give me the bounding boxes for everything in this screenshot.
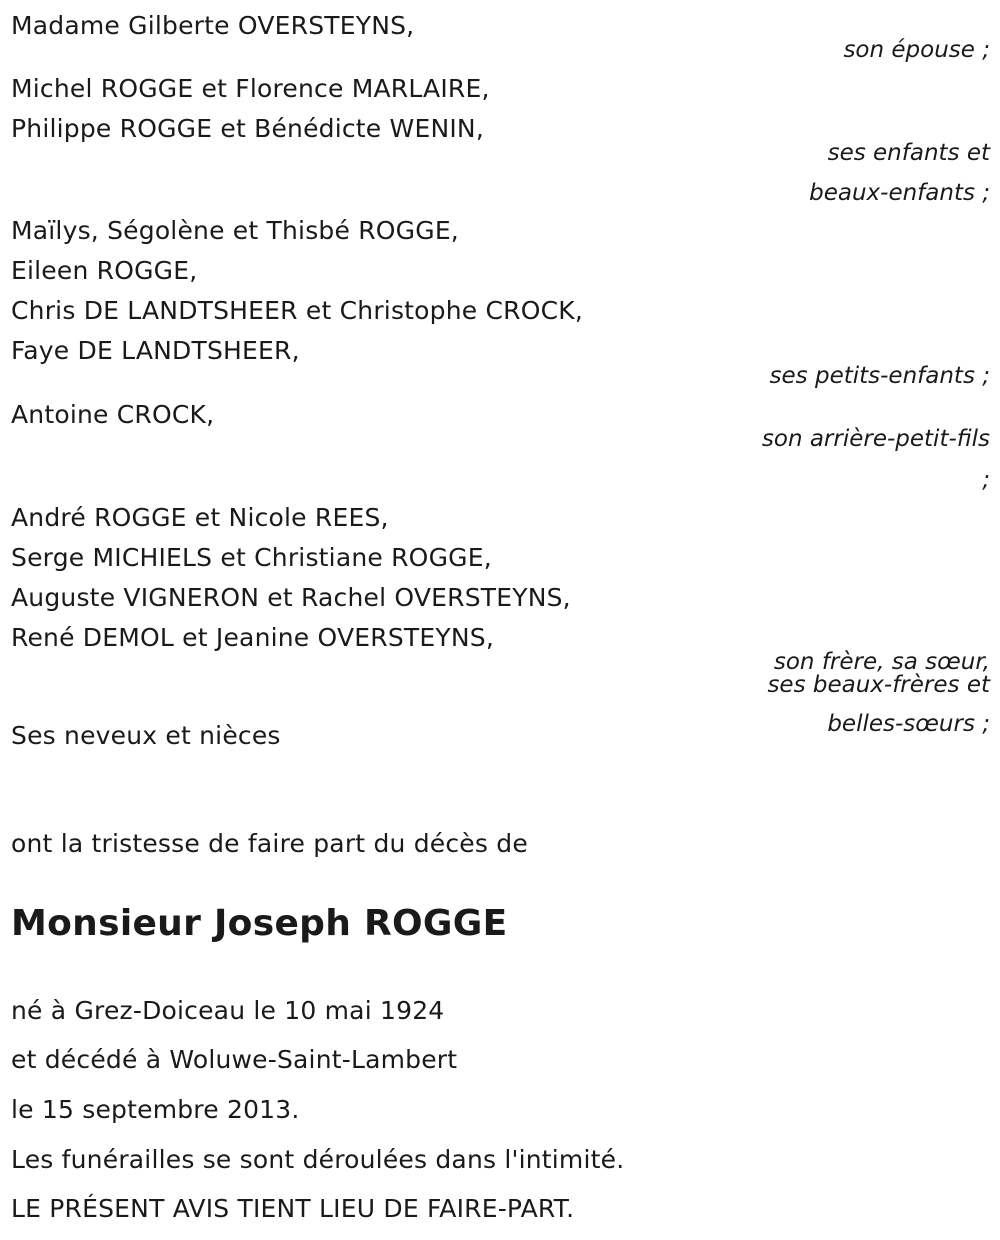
birth-line: né à Grez-Doiceau le 10 mai 1924 xyxy=(11,996,445,1025)
spouse-name: Madame Gilberte OVERSTEYNS, xyxy=(11,11,415,40)
sibling-couple-1: André ROGGE et Nicole REES, xyxy=(11,503,389,532)
grandchildren-line-1: Maïlys, Ségolène et Thisbé ROGGE, xyxy=(11,216,459,245)
great-grandchild-role-line-2: ; xyxy=(982,467,990,493)
grandchildren-line-3: Chris DE LANDTSHEER et Christophe CROCK, xyxy=(11,296,584,325)
death-date-line: le 15 septembre 2013. xyxy=(11,1095,300,1124)
notice-line: LE PRÉSENT AVIS TIENT LIEU DE FAIRE-PART. xyxy=(11,1194,575,1223)
great-grandchild-role-line-1: son arrière-petit-fils xyxy=(761,426,990,452)
sibling-couple-2: Serge MICHIELS et Christiane ROGGE, xyxy=(11,543,492,572)
children-role-line-1: ses enfants et xyxy=(827,140,990,166)
siblings-role-line-3: belles-sœurs ; xyxy=(827,711,990,737)
funeral-line: Les funérailles se sont déroulées dans l'intimité. xyxy=(11,1145,625,1174)
siblings-role-line-1: son frère, sa sœur, xyxy=(773,649,990,675)
grandchildren-line-2: Eileen ROGGE, xyxy=(11,256,198,285)
announcement-text: ont la tristesse de faire part du décès de xyxy=(11,829,528,858)
sibling-couple-3: Auguste VIGNERON et Rachel OVERSTEYNS, xyxy=(11,583,571,612)
great-grandchild-name: Antoine CROCK, xyxy=(11,400,215,429)
children-role-line-2: beaux-enfants ; xyxy=(809,180,990,206)
sibling-couple-4: René DEMOL et Jeanine OVERSTEYNS, xyxy=(11,623,494,652)
spouse-role: son épouse ; xyxy=(843,37,990,63)
grandchildren-line-4: Faye DE LANDTSHEER, xyxy=(11,336,300,365)
death-place-line: et décédé à Woluwe-Saint-Lambert xyxy=(11,1045,458,1074)
child-couple-1: Michel ROGGE et Florence MARLAIRE, xyxy=(11,74,490,103)
grandchildren-role: ses petits-enfants ; xyxy=(769,363,990,389)
deceased-name: Monsieur Joseph ROGGE xyxy=(11,903,508,944)
nephews-line: Ses neveux et nièces xyxy=(11,721,281,750)
child-couple-2: Philippe ROGGE et Bénédicte WENIN, xyxy=(11,114,484,143)
siblings-role-line-2: ses beaux-frères et xyxy=(767,672,990,698)
